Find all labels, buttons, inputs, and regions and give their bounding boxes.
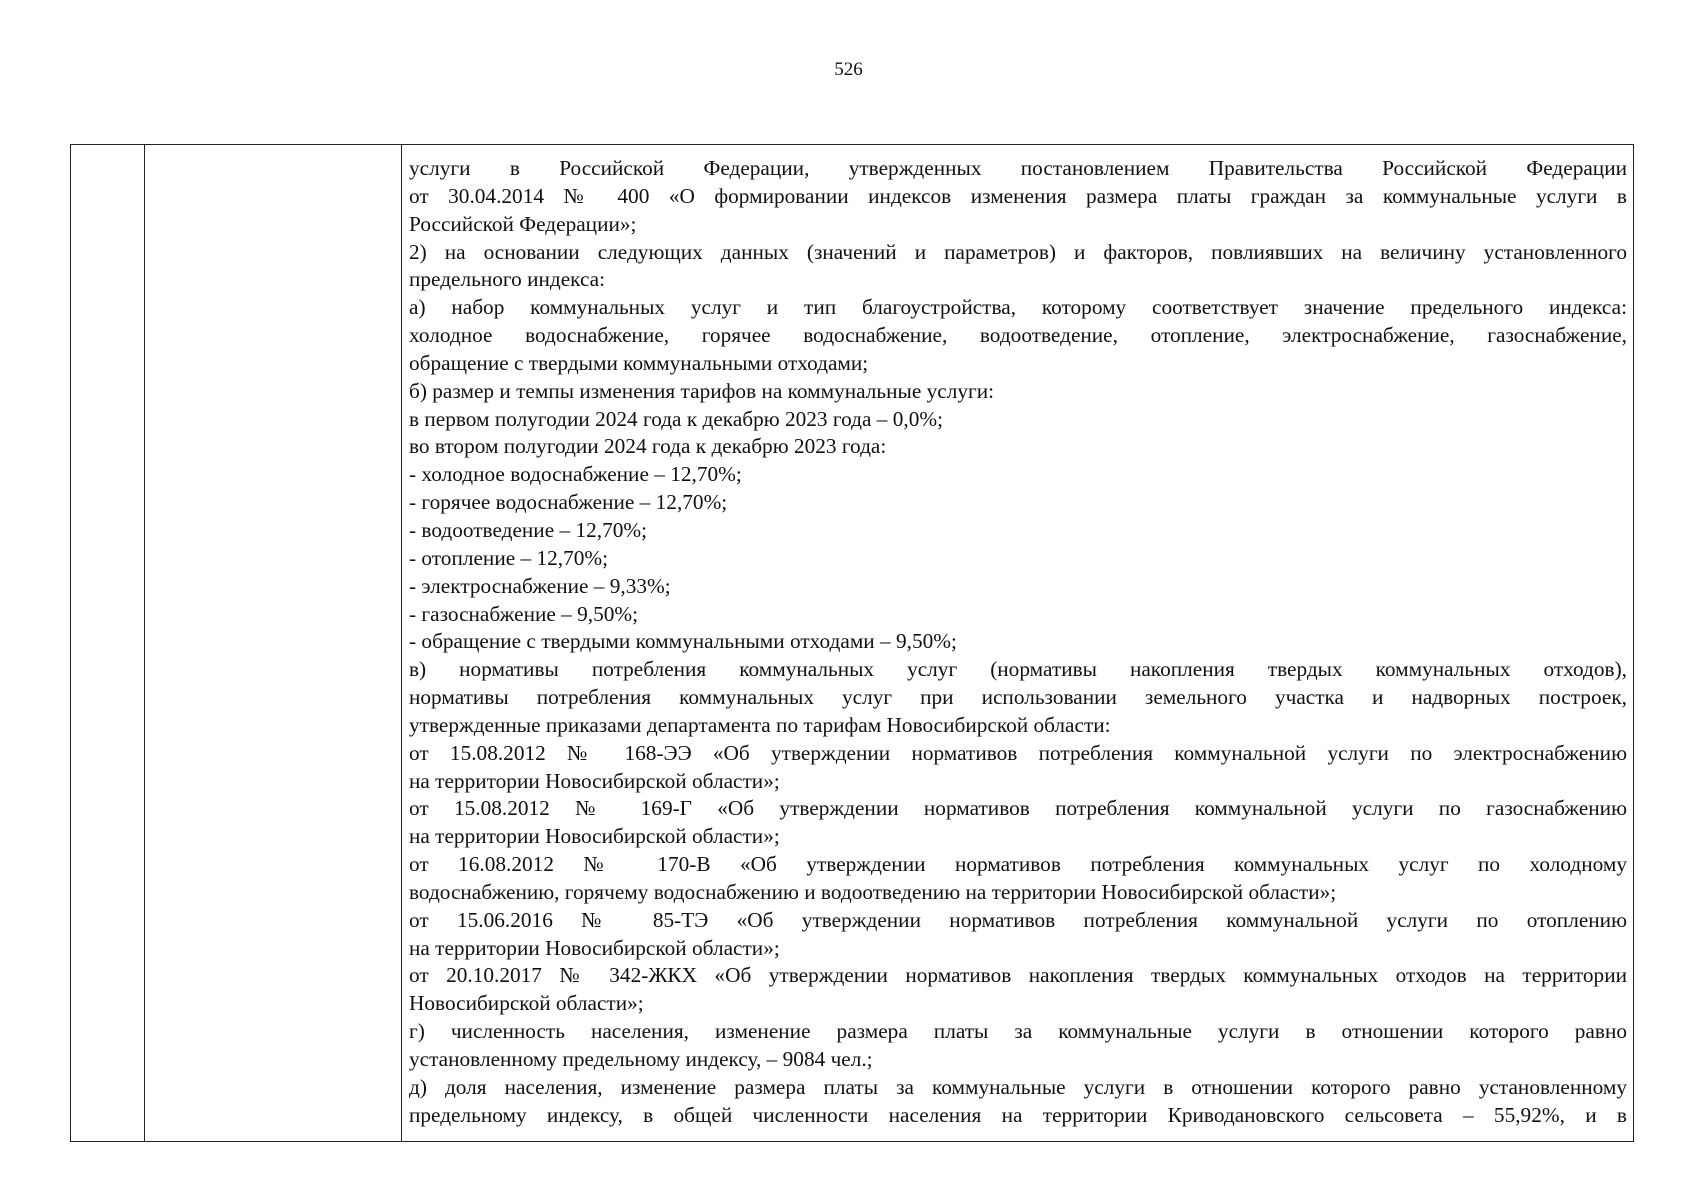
text-line: г) численность населения, изменение размера платы за коммунальные услуги в отношении которого равно xyxy=(409,1019,1627,1044)
text-line: установленному предельному индексу, – 9084 чел.; xyxy=(409,1047,873,1071)
text-line: 2) на основании следующих данных (значений и параметров) и факторов, повлиявших на величину установленного xyxy=(409,239,1627,264)
text-line: на территории Новосибирской области»; xyxy=(409,768,780,793)
text-line: на территории Новосибирской области»; xyxy=(409,935,780,960)
page-number: 526 xyxy=(834,59,863,80)
text-line: на территории Новосибирской области»; xyxy=(409,824,780,849)
text-line: холодное водоснабжение, горячее водоснабжение, водоотведение, отопление, электроснабжение, газоснабжение, xyxy=(409,323,1627,348)
text-line: услуги в Российской Федерации, утвержденных постановлением Правительства Российской Федерации xyxy=(409,156,1627,180)
text-line: во втором полугодии 2024 года к декабрю 2023 года: xyxy=(409,434,887,459)
text-line: д) доля населения, изменение размера платы за коммунальные услуги в отношении которого равно установленному xyxy=(409,1074,1627,1099)
text-line: - обращение с твердыми коммунальными отходами – 9,50%; xyxy=(409,629,957,654)
text-line: предельного индекса: xyxy=(409,267,606,292)
text-line: Новосибирской области»; xyxy=(409,991,644,1016)
text-line: а) набор коммунальных услуг и тип благоустройства, которому соответствует значение предельного индекса: xyxy=(409,295,1627,320)
text-line: Российской Федерации»; xyxy=(409,211,637,236)
text-line: предельному индексу, в общей численности населения на территории Криводановского сельсовета – 55,92%, и в xyxy=(409,1102,1627,1127)
text-line: водоснабжению, горячему водоснабжению и водоотведению на территории Новосибирской области»; xyxy=(409,879,1337,904)
text-line: утвержденные приказами департамента по тарифам Новосибирской области: xyxy=(409,712,1111,737)
text-line: от 15.08.2012 № 169-Г «Об утверждении нормативов потребления коммунальной услуги по газоснабжению xyxy=(409,796,1627,821)
table-cell-name xyxy=(145,145,402,1141)
text-line: - отопление – 12,70%; xyxy=(409,545,609,570)
text-line: от 16.08.2012 № 170-В «Об утверждении нормативов потребления коммунальных услуг по холодному xyxy=(409,852,1627,877)
text-line: б) размер и темпы изменения тарифов на коммунальные услуги: xyxy=(409,378,995,403)
table-cell-number xyxy=(71,145,145,1141)
document-table xyxy=(70,144,1634,1142)
text-line: - холодное водоснабжение – 12,70%; xyxy=(409,462,742,487)
text-line: - электроснабжение – 9,33%; xyxy=(409,573,671,598)
text-line: в) нормативы потребления коммунальных услуг (нормативы накопления твердых коммунальных отходов), xyxy=(409,657,1627,682)
text-line: обращение с твердыми коммунальными отходами; xyxy=(409,350,869,375)
text-line: от 15.08.2012 № 168-ЭЭ «Об утверждении нормативов потребления коммунальной услуги по электроснабжению xyxy=(409,740,1627,765)
text-line: от 30.04.2014 № 400 «О формировании индексов изменения размера платы граждан за коммунальные услуги в xyxy=(409,183,1627,208)
text-line: от 15.06.2016 № 85-ТЭ «Об утверждении нормативов потребления коммунальной услуги по отоплению xyxy=(409,907,1627,932)
text-line: в первом полугодии 2024 года к декабрю 2023 года – 0,0%; xyxy=(409,406,944,431)
text-line: нормативы потребления коммунальных услуг при использовании земельного участка и надворных построек, xyxy=(409,685,1627,710)
text-line: - газоснабжение – 9,50%; xyxy=(409,601,639,626)
text-line: - водоотведение – 12,70%; xyxy=(409,517,648,542)
text-line: - горячее водоснабжение – 12,70%; xyxy=(409,490,728,515)
text-line: от 20.10.2017 № 342-ЖКХ «Об утверждении нормативов накопления твердых коммунальных отходов на территории xyxy=(409,963,1627,988)
table-cell-content xyxy=(402,145,1633,1141)
